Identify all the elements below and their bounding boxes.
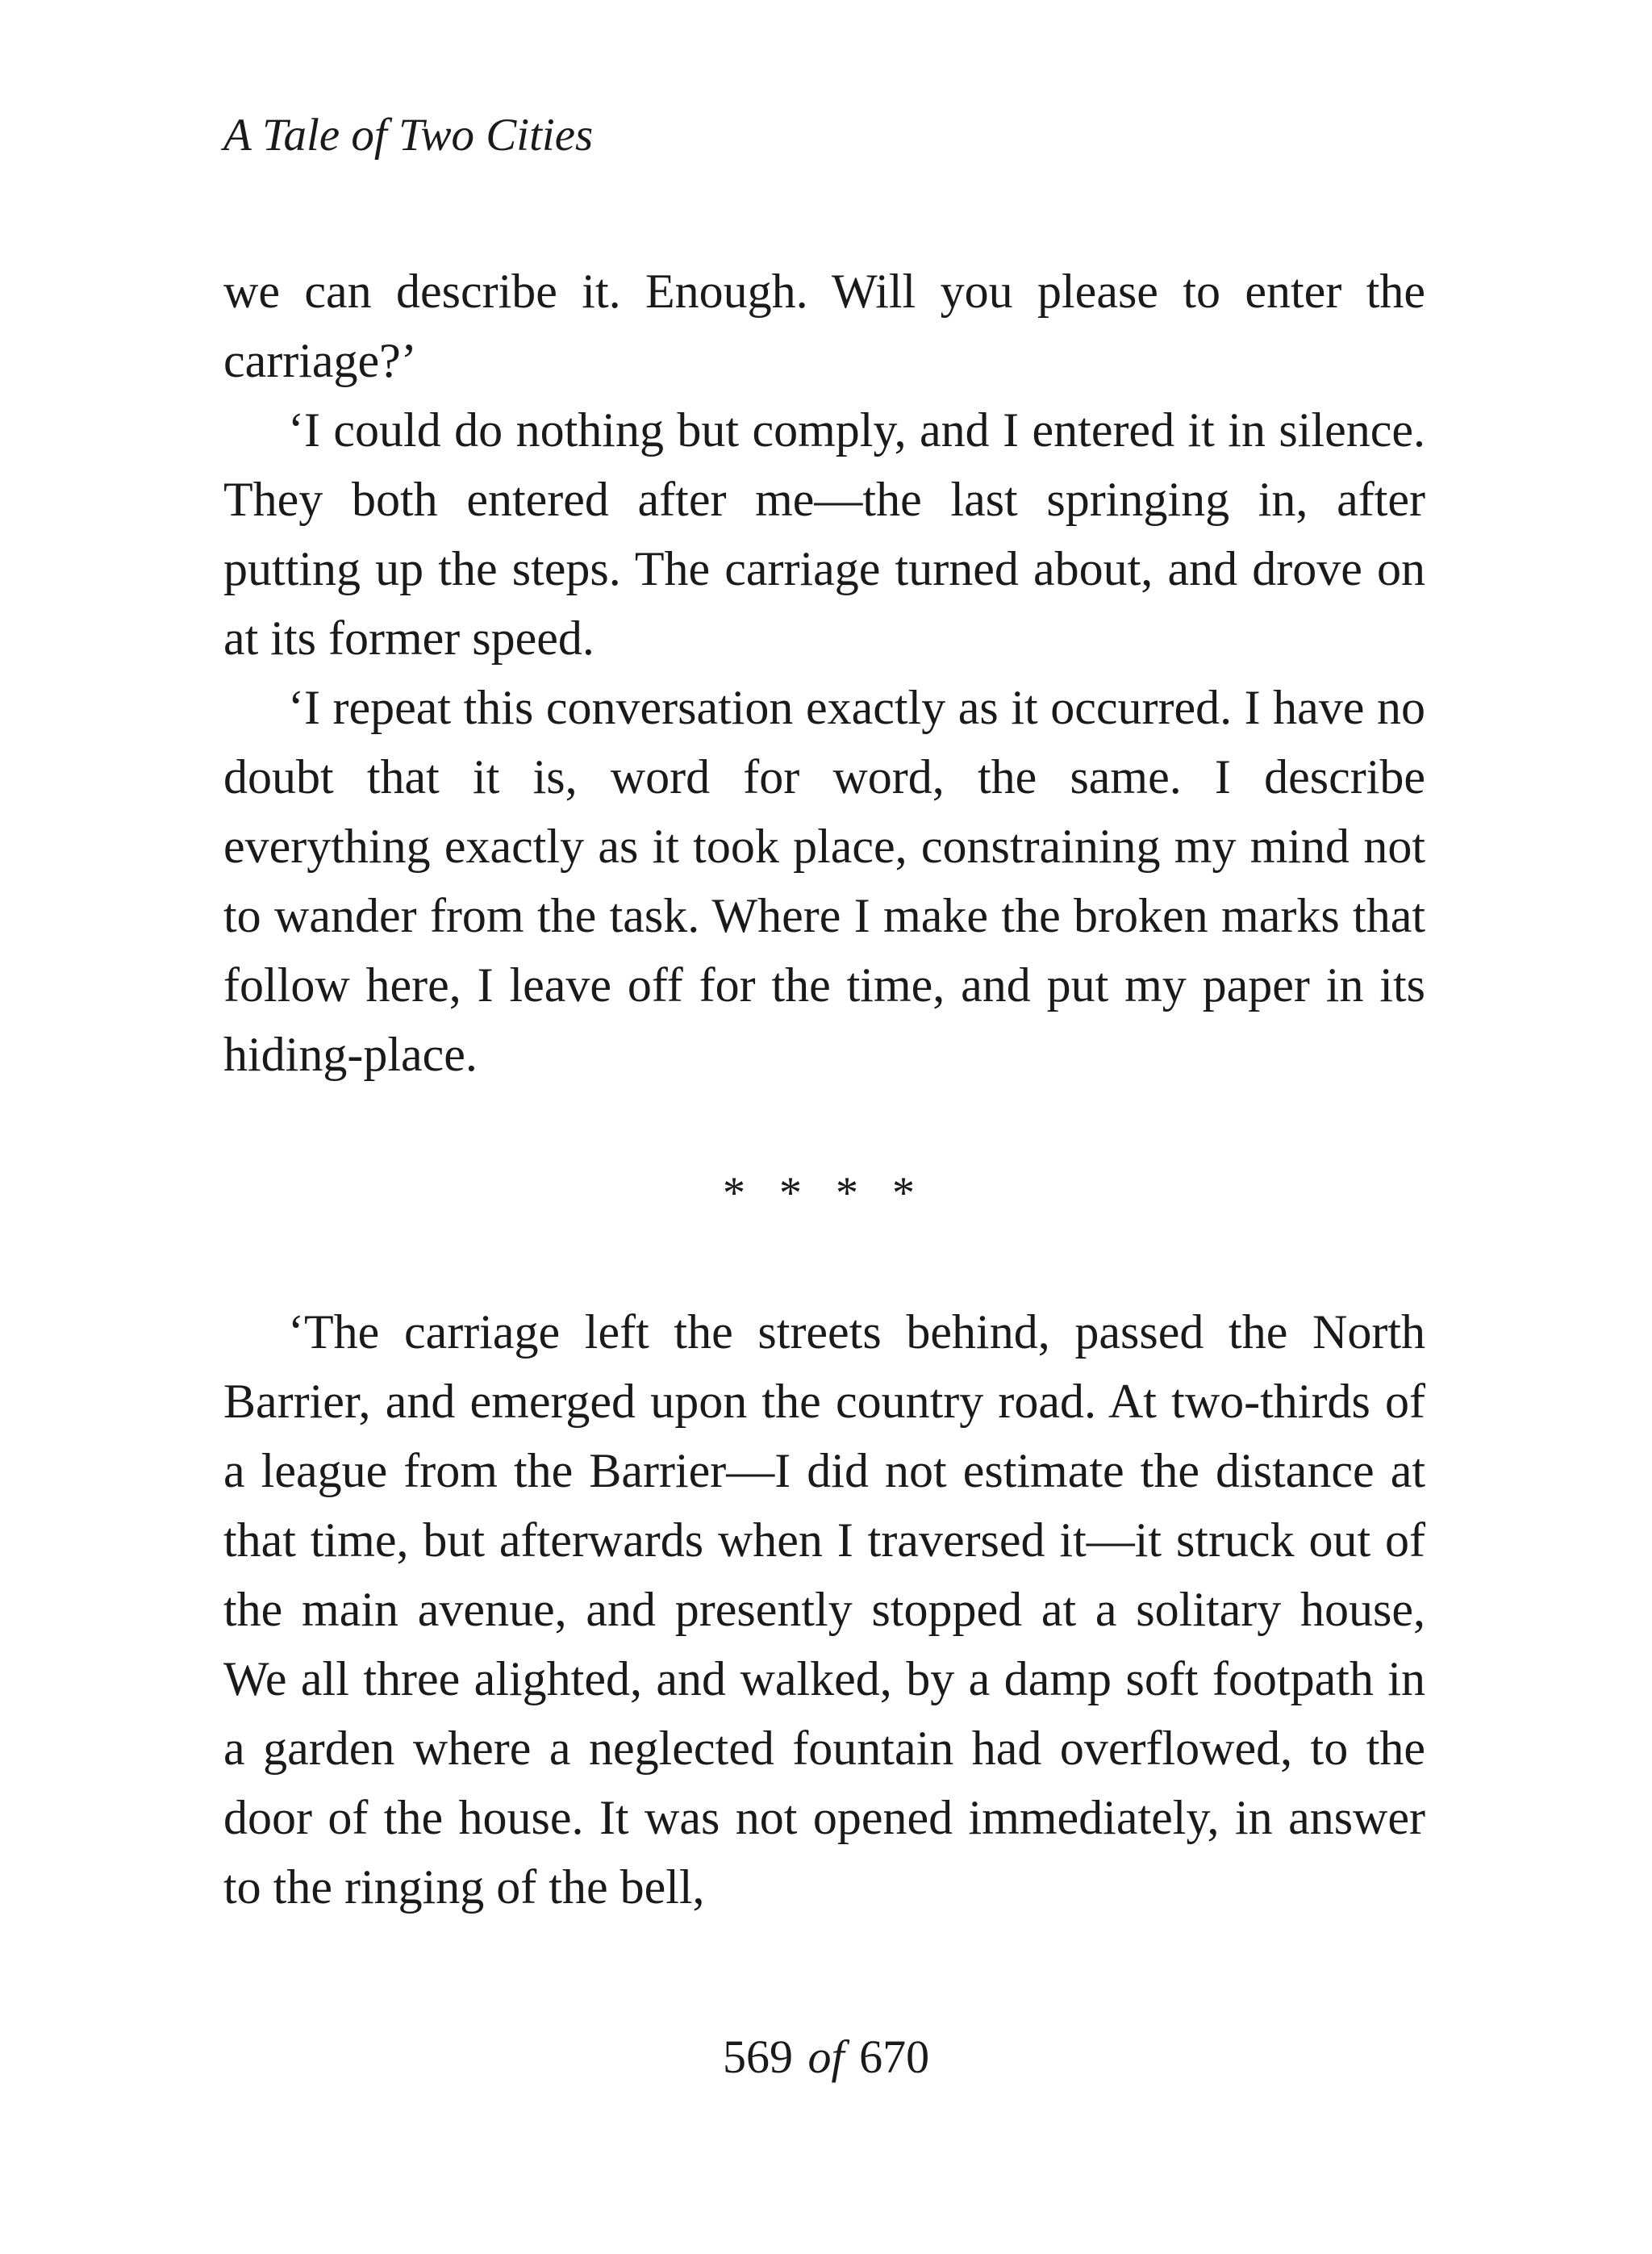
paragraph-3: ‘I repeat this conversation exactly as it occurred. I have no doubt that it is, word for word, the same. I describe everything exactly as it took place, constraining my mind not to wander from the task. Where I make the broken marks that follow here, I leave off for the time, and put my paper in its hiding-place.	[223, 681, 1425, 1081]
paragraph-4: ‘The carriage left the streets behind, passed the North Barrier, and emerged upon the country road. At two-thirds of a league from the Barrier—I did not estimate the distance at that time, but afterwards when I traversed it—it struck out of the main avenue, and presently stopped at a solitary house, We all three alighted, and walked, by a damp soft footpath in a garden where a neglected fountain had overflowed, to the door of the house. It was not opened immediately, in answer to the ringing of the bell,	[223, 1305, 1425, 1914]
page-body	[223, 257, 1425, 1922]
page-number	[0, 2025, 1652, 2089]
page-number-of-label: of	[807, 2031, 845, 2083]
running-head-title: A Tale of Two Cities	[223, 110, 594, 161]
section-break: * * * *	[723, 1168, 926, 1218]
current-page-number: 569	[722, 2031, 793, 2083]
total-page-count: 670	[859, 2031, 930, 2083]
paragraph-1: we can describe it. Enough. Will you please to enter the carriage?’	[223, 265, 1425, 387]
paragraph-2: ‘I could do nothing but comply, and I entered it in silence. They both entered after me—the last springing in, after putting up the steps. The carriage turned about, and drove on at its former speed.	[223, 403, 1425, 665]
